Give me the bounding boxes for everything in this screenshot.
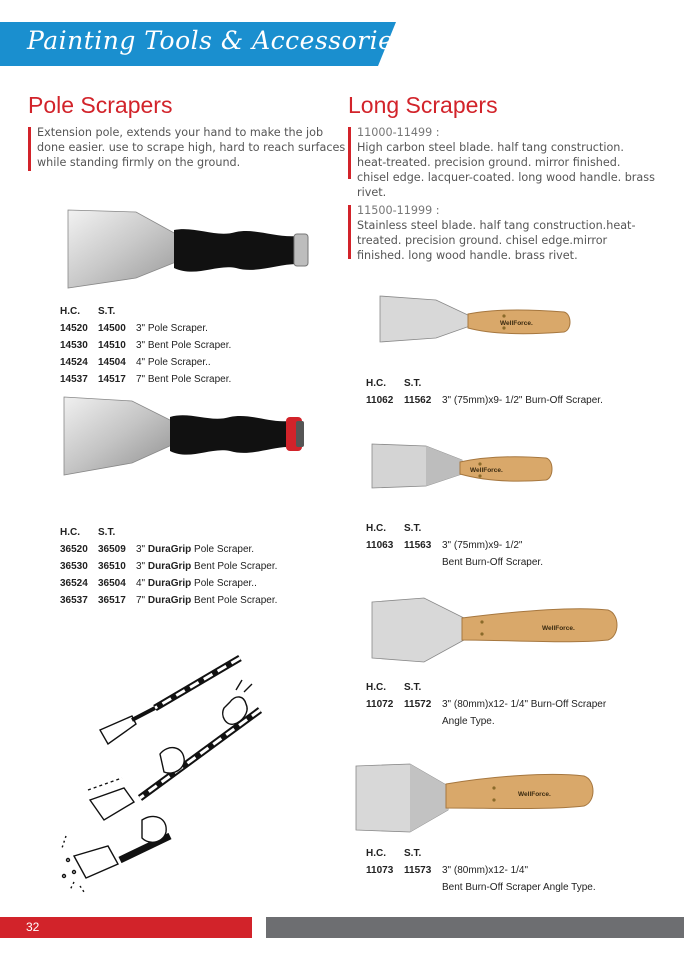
spec-row (60, 323, 231, 340)
group2-code: 11500-11999 : (357, 204, 440, 217)
st-code: 14504 (98, 357, 126, 368)
hc-header: H.C. (60, 527, 80, 538)
product-desc-cont: Bent Burn-Off Scraper Angle Type. (442, 882, 596, 893)
st-header: S.T. (404, 682, 422, 693)
st-code: 11562 (404, 395, 432, 406)
st-code: 36504 (98, 578, 126, 589)
st-header: S.T. (404, 378, 422, 389)
brand-name: DuraGrip (147, 561, 192, 572)
hc-code: 11072 (366, 699, 394, 710)
size: 3" (136, 544, 146, 555)
long-spec-2 (366, 523, 543, 574)
pole-scraper-image (66, 208, 314, 296)
st-code: 11563 (404, 540, 432, 551)
st-code: 36509 (98, 544, 126, 555)
usage-illustration (60, 650, 280, 895)
hc-header: H.C. (60, 306, 80, 317)
long-spec-3 (366, 682, 606, 733)
spec-row (60, 578, 277, 595)
long-scraper-bent-angle-image (354, 762, 598, 834)
product-desc: 4" Pole Scraper.. (136, 357, 211, 368)
product-desc: Bent Pole Scraper. (194, 561, 278, 572)
spec-row (60, 357, 231, 374)
long-group1 (357, 125, 655, 200)
brand-name: DuraGrip (147, 578, 192, 589)
st-code: 36517 (98, 595, 126, 606)
product-desc: 3" Pole Scraper. (136, 323, 208, 334)
long-spec-1 (366, 378, 603, 412)
long-scraper-bent-image (370, 440, 556, 492)
product-desc: Bent Pole Scraper. (194, 595, 278, 606)
hc-header: H.C. (366, 682, 386, 693)
hc-code: 11073 (366, 865, 394, 876)
hc-code: 14530 (60, 340, 88, 351)
product-desc-cont: Angle Type. (442, 716, 495, 727)
size: 7" (136, 595, 146, 606)
st-code: 14517 (98, 374, 126, 385)
spec-row (60, 561, 277, 578)
st-code: 14500 (98, 323, 126, 334)
hc-code: 36537 (60, 595, 88, 606)
st-header: S.T. (404, 523, 422, 534)
size: 3" (136, 561, 146, 572)
brand-mark: WellForce. (500, 320, 533, 327)
st-header: S.T. (98, 306, 116, 317)
hc-header: H.C. (366, 848, 386, 859)
duragrip-spec-table (60, 527, 277, 612)
pole-spec-table (60, 306, 231, 391)
pole-description: Extension pole, extends your hand to make the job done easier. use to scrape high, hard to reach surfaces while standing firmly on the ground. (37, 126, 346, 169)
product-desc: 7" Bent Pole Scraper. (136, 374, 232, 385)
group2-description: Stainless steel blade. half tang construction.heat-treated. precision ground. chisel edge.mirror finished. long wood handle. brass rivet. (357, 219, 636, 262)
product-desc: Pole Scraper.. (194, 578, 257, 589)
hc-code: 36520 (60, 544, 88, 555)
spec-row (60, 374, 231, 391)
st-header: S.T. (98, 527, 116, 538)
st-code: 11572 (404, 699, 432, 710)
long-spec-4 (366, 848, 596, 899)
hc-code: 14520 (60, 323, 88, 334)
st-code: 11573 (404, 865, 432, 876)
group1-code: 11000-11499 : (357, 126, 440, 139)
pole-scrapers-title: Pole Scrapers (28, 92, 173, 118)
brand-name: DuraGrip (147, 544, 192, 555)
st-code: 14510 (98, 340, 126, 351)
product-desc: 3" (80mm)x12- 1/4" Burn-Off Scraper (442, 699, 607, 710)
header-banner (0, 22, 407, 66)
long-accent-bar-1 (348, 127, 351, 179)
page-header-title: Painting Tools & Accessories (27, 26, 407, 55)
spec-row (60, 544, 277, 561)
hc-code: 11063 (366, 540, 394, 551)
spec-row (60, 595, 277, 612)
pole-accent-bar (28, 127, 31, 171)
hc-code: 36524 (60, 578, 88, 589)
hc-code: 36530 (60, 561, 88, 572)
hc-header: H.C. (366, 378, 386, 389)
st-code: 36510 (98, 561, 126, 572)
product-desc: 3" (75mm)x9- 1/2" Burn-Off Scraper. (442, 395, 603, 406)
spec-row (60, 340, 231, 357)
long-group2 (357, 203, 655, 263)
footer-gray-bar (266, 917, 684, 938)
duragrip-scraper-image (60, 395, 316, 481)
page-number: 32 (26, 920, 40, 934)
st-header: S.T. (404, 848, 422, 859)
long-scraper-angle-image (370, 596, 624, 666)
long-accent-bar-2 (348, 205, 351, 259)
long-scrapers-title: Long Scrapers (348, 92, 498, 118)
product-desc-cont: Bent Burn-Off Scraper. (442, 557, 543, 568)
product-desc: 3" (80mm)x12- 1/4" (442, 865, 529, 876)
product-desc: 3" Bent Pole Scraper. (136, 340, 232, 351)
hc-code: 11062 (366, 395, 394, 406)
brand-mark: WellForce. (542, 625, 575, 632)
product-desc: 3" (75mm)x9- 1/2" (442, 540, 523, 551)
size: 4" (136, 578, 146, 589)
brand-name: DuraGrip (147, 595, 192, 606)
brand-mark: WellForce. (518, 791, 551, 798)
group1-description: High carbon steel blade. half tang construction. heat-treated. precision ground. mirror finished. chisel edge. lacquer-coated. long wood handle. brass rivet. (357, 141, 655, 199)
hc-header: H.C. (366, 523, 386, 534)
hc-code: 14524 (60, 357, 88, 368)
hc-code: 14537 (60, 374, 88, 385)
brand-mark: WellForce. (470, 467, 503, 474)
long-scraper-image (378, 294, 574, 346)
product-desc: Pole Scraper. (194, 544, 255, 555)
